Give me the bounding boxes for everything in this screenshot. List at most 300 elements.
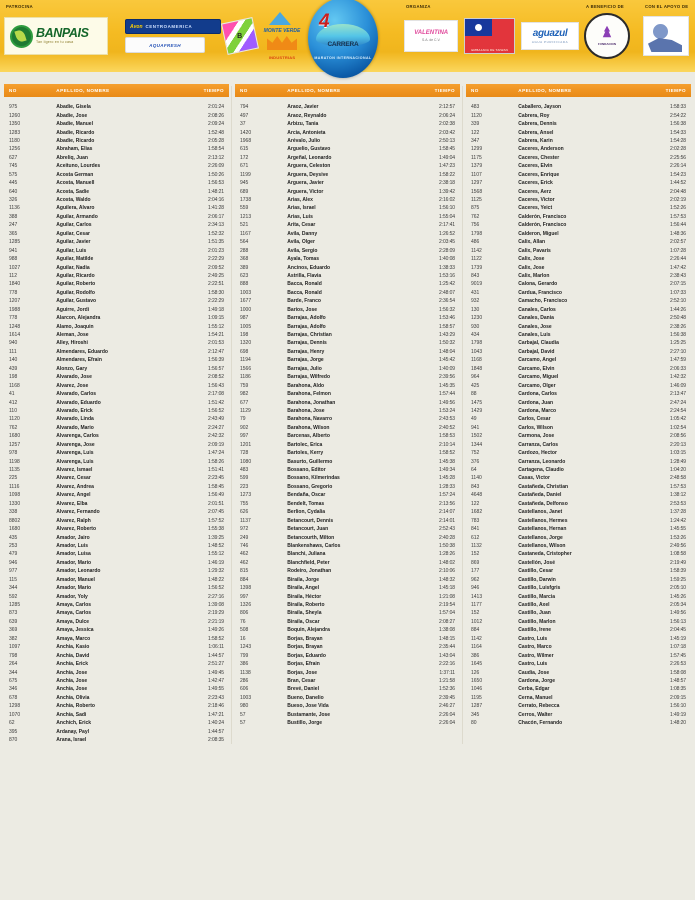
- table-row[interactable]: [466, 466, 691, 474]
- table-row[interactable]: [4, 373, 229, 381]
- table-row[interactable]: [235, 635, 460, 643]
- table-row[interactable]: [235, 272, 460, 280]
- table-row[interactable]: [235, 626, 460, 634]
- table-row[interactable]: [4, 533, 229, 541]
- table-row[interactable]: [235, 491, 460, 499]
- table-row[interactable]: [466, 601, 691, 609]
- row-number: 1137: [240, 517, 251, 524]
- table-row[interactable]: [235, 246, 460, 254]
- table-row[interactable]: [466, 660, 691, 668]
- table-row[interactable]: [466, 339, 691, 347]
- table-row[interactable]: [235, 213, 460, 221]
- table-row[interactable]: [466, 651, 691, 659]
- table-row[interactable]: [466, 474, 691, 482]
- table-row[interactable]: [235, 576, 460, 584]
- table-row[interactable]: [466, 162, 691, 170]
- table-row[interactable]: [4, 356, 229, 364]
- table-row[interactable]: [235, 238, 460, 246]
- table-row[interactable]: [235, 424, 460, 432]
- table-row[interactable]: [4, 694, 229, 702]
- table-row[interactable]: [466, 711, 691, 719]
- table-row[interactable]: [4, 483, 229, 491]
- table-row[interactable]: [466, 297, 691, 305]
- table-row[interactable]: [235, 415, 460, 423]
- row-number: 1142: [471, 635, 482, 642]
- row-time: 1:07:18: [670, 644, 686, 651]
- table-row[interactable]: [466, 626, 691, 634]
- table-row[interactable]: [4, 449, 229, 457]
- row-time: 1:49:45: [208, 669, 224, 676]
- table-row[interactable]: [235, 154, 460, 162]
- row-time: 2:28:09: [439, 247, 455, 254]
- table-row[interactable]: [235, 449, 460, 457]
- row-number: 977: [9, 568, 18, 575]
- row-time: 1:45:26: [670, 593, 686, 600]
- row-time: 2:35:44: [439, 644, 455, 651]
- table-row[interactable]: [466, 280, 691, 288]
- table-row[interactable]: [466, 567, 691, 575]
- table-row[interactable]: [4, 559, 229, 567]
- table-row[interactable]: [4, 398, 229, 406]
- table-row[interactable]: [4, 466, 229, 474]
- table-row[interactable]: [466, 171, 691, 179]
- row-name: Calix, Allan: [518, 239, 546, 246]
- table-row[interactable]: [4, 651, 229, 659]
- table-row[interactable]: [235, 331, 460, 339]
- table-row[interactable]: [4, 516, 229, 524]
- row-name: Caceres, Chester: [518, 154, 560, 161]
- table-row[interactable]: [4, 103, 229, 111]
- table-row[interactable]: [235, 651, 460, 659]
- row-number: 698: [240, 348, 249, 355]
- table-row[interactable]: [4, 221, 229, 229]
- table-row[interactable]: [4, 289, 229, 297]
- table-row[interactable]: [235, 103, 460, 111]
- table-row[interactable]: [235, 111, 460, 119]
- sponsor-zone-apoyo: [643, 0, 693, 72]
- table-row[interactable]: [466, 668, 691, 676]
- table-row[interactable]: [4, 145, 229, 153]
- table-row[interactable]: [466, 213, 691, 221]
- table-row[interactable]: [466, 128, 691, 136]
- row-name: Castillo, Axel: [518, 602, 550, 609]
- row-time: 1:08:35: [670, 686, 686, 693]
- table-row[interactable]: [4, 491, 229, 499]
- row-name: Barrajas, Wilfredo: [287, 374, 331, 381]
- table-row[interactable]: [235, 314, 460, 322]
- table-row[interactable]: [235, 263, 460, 271]
- table-row[interactable]: [235, 474, 460, 482]
- table-row[interactable]: [466, 238, 691, 246]
- row-number: 1968: [240, 137, 252, 144]
- table-row[interactable]: [466, 559, 691, 567]
- table-row[interactable]: [4, 525, 229, 533]
- table-row[interactable]: [235, 466, 460, 474]
- table-row[interactable]: [466, 432, 691, 440]
- table-row[interactable]: [466, 289, 691, 297]
- table-row[interactable]: [466, 618, 691, 626]
- table-row[interactable]: [4, 508, 229, 516]
- row-name: Alvarado, Jose: [56, 374, 92, 381]
- table-row[interactable]: [4, 727, 229, 735]
- row-time: 2:54:22: [670, 112, 686, 119]
- table-row[interactable]: [4, 635, 229, 643]
- table-row[interactable]: [4, 230, 229, 238]
- table-row[interactable]: [4, 601, 229, 609]
- table-row[interactable]: [235, 306, 460, 314]
- table-row[interactable]: [235, 322, 460, 330]
- table-row[interactable]: [235, 128, 460, 136]
- table-row[interactable]: [4, 736, 229, 744]
- table-row[interactable]: [466, 424, 691, 432]
- table-row[interactable]: [4, 263, 229, 271]
- table-row[interactable]: [4, 204, 229, 212]
- blue-ad-text: CENTROAMERICA: [145, 24, 193, 29]
- table-row[interactable]: [4, 626, 229, 634]
- table-row[interactable]: [4, 280, 229, 288]
- table-row[interactable]: [235, 230, 460, 238]
- table-row[interactable]: [235, 483, 460, 491]
- table-row[interactable]: [235, 719, 460, 727]
- table-row[interactable]: [466, 702, 691, 710]
- table-row[interactable]: [4, 111, 229, 119]
- row-name: Bran, Cesar: [287, 677, 316, 684]
- table-row[interactable]: [466, 449, 691, 457]
- table-row[interactable]: [235, 601, 460, 609]
- table-row[interactable]: [4, 719, 229, 727]
- table-row[interactable]: [235, 204, 460, 212]
- row-time: 1:47:59: [670, 357, 686, 364]
- table-row[interactable]: [466, 187, 691, 195]
- row-name: Araoz, Reynaldo: [287, 112, 327, 119]
- table-row[interactable]: [466, 230, 691, 238]
- table-row[interactable]: [4, 246, 229, 254]
- table-row[interactable]: [235, 171, 460, 179]
- table-row[interactable]: [466, 331, 691, 339]
- row-number: 1283: [9, 129, 21, 136]
- table-row[interactable]: [466, 103, 691, 111]
- table-row[interactable]: [4, 171, 229, 179]
- table-row[interactable]: [466, 272, 691, 280]
- header-time: TIEMPO: [434, 88, 455, 93]
- table-row[interactable]: [235, 660, 460, 668]
- table-row[interactable]: [235, 702, 460, 710]
- row-name: Aguilar, Rodolfo: [56, 289, 95, 296]
- row-time: 2:04:16: [208, 197, 224, 204]
- table-row[interactable]: [466, 576, 691, 584]
- table-row[interactable]: [4, 348, 229, 356]
- row-time: 1:55:12: [208, 323, 224, 330]
- header-time: TIEMPO: [665, 88, 686, 93]
- table-row[interactable]: [4, 702, 229, 710]
- table-row[interactable]: [235, 711, 460, 719]
- row-time: 1:38:12: [670, 492, 686, 499]
- table-row[interactable]: [4, 668, 229, 676]
- table-row[interactable]: [235, 559, 460, 567]
- table-row[interactable]: [235, 280, 460, 288]
- table-row[interactable]: [4, 196, 229, 204]
- table-row[interactable]: [235, 196, 460, 204]
- table-row[interactable]: [235, 542, 460, 550]
- row-name: Cerros, Walter: [518, 711, 553, 718]
- table-row[interactable]: [235, 685, 460, 693]
- row-number: 344: [9, 669, 18, 676]
- table-row[interactable]: [466, 550, 691, 558]
- table-row[interactable]: [466, 204, 691, 212]
- row-time: 1:56:52: [208, 407, 224, 414]
- table-row[interactable]: [4, 711, 229, 719]
- table-row[interactable]: [4, 685, 229, 693]
- table-row[interactable]: [235, 179, 460, 187]
- row-time: 2:05:10: [670, 585, 686, 592]
- table-row[interactable]: [4, 162, 229, 170]
- table-row[interactable]: [466, 516, 691, 524]
- table-row[interactable]: [4, 424, 229, 432]
- table-row[interactable]: [4, 314, 229, 322]
- table-row[interactable]: [4, 213, 229, 221]
- row-time: 1:44:26: [670, 306, 686, 313]
- table-row[interactable]: [235, 668, 460, 676]
- table-row[interactable]: [466, 533, 691, 541]
- table-row[interactable]: [235, 348, 460, 356]
- table-row[interactable]: [235, 145, 460, 153]
- table-row[interactable]: [235, 297, 460, 305]
- table-row[interactable]: [466, 356, 691, 364]
- table-row[interactable]: [466, 145, 691, 153]
- table-row[interactable]: [235, 677, 460, 685]
- row-number: 1677: [240, 298, 252, 305]
- row-name: Alonzo, Gary: [56, 365, 88, 372]
- table-row[interactable]: [4, 128, 229, 136]
- table-row[interactable]: [466, 609, 691, 617]
- table-row[interactable]: [466, 635, 691, 643]
- table-row[interactable]: [4, 609, 229, 617]
- row-name: Anchia, Kasio: [56, 644, 90, 651]
- row-number: 172: [240, 154, 249, 161]
- table-row[interactable]: [466, 365, 691, 373]
- column-header-3: [466, 84, 691, 97]
- table-row[interactable]: [4, 390, 229, 398]
- row-name: Cardua, Francisco: [518, 289, 562, 296]
- table-row[interactable]: [4, 272, 229, 280]
- row-number: 1650: [471, 677, 483, 684]
- table-row[interactable]: [466, 441, 691, 449]
- table-row[interactable]: [4, 576, 229, 584]
- table-row[interactable]: [4, 542, 229, 550]
- table-row[interactable]: [466, 592, 691, 600]
- table-row[interactable]: [466, 483, 691, 491]
- table-row[interactable]: [4, 179, 229, 187]
- row-time: 1:48:04: [439, 348, 455, 355]
- table-row[interactable]: [235, 694, 460, 702]
- row-number: 508: [240, 627, 249, 634]
- table-row[interactable]: [235, 643, 460, 651]
- table-row[interactable]: [466, 246, 691, 254]
- zone-label-organiza: ORGANIZA: [406, 4, 431, 9]
- table-row[interactable]: [235, 221, 460, 229]
- table-row[interactable]: [235, 533, 460, 541]
- table-row[interactable]: [235, 398, 460, 406]
- table-row[interactable]: [4, 500, 229, 508]
- table-row[interactable]: [466, 542, 691, 550]
- row-name: Caceres, Yeict: [518, 205, 553, 212]
- row-name: Castañeda, Daniel: [518, 492, 562, 499]
- table-row[interactable]: [466, 415, 691, 423]
- row-name: Borjas, Brayan: [287, 635, 323, 642]
- table-row[interactable]: [235, 137, 460, 145]
- row-number: 486: [471, 239, 480, 246]
- table-row[interactable]: [235, 441, 460, 449]
- table-row[interactable]: [466, 694, 691, 702]
- table-row[interactable]: [4, 415, 229, 423]
- table-row[interactable]: [466, 314, 691, 322]
- table-row[interactable]: [466, 407, 691, 415]
- row-time: 2:43:53: [439, 416, 455, 423]
- row-name: Barahona, Jonathan: [287, 399, 336, 406]
- table-row[interactable]: [4, 643, 229, 651]
- table-row[interactable]: [4, 407, 229, 415]
- table-row[interactable]: [466, 508, 691, 516]
- row-name: Castro, Marco: [518, 644, 552, 651]
- row-time: 1:49:19: [670, 711, 686, 718]
- table-row[interactable]: [235, 365, 460, 373]
- table-row[interactable]: [4, 154, 229, 162]
- table-row[interactable]: [235, 592, 460, 600]
- row-number: 843: [471, 483, 480, 490]
- table-row[interactable]: [4, 660, 229, 668]
- table-row[interactable]: [466, 137, 691, 145]
- table-row[interactable]: [235, 516, 460, 524]
- table-row[interactable]: [235, 373, 460, 381]
- table-row[interactable]: [4, 432, 229, 440]
- table-row[interactable]: [4, 120, 229, 128]
- table-row[interactable]: [235, 525, 460, 533]
- table-row[interactable]: [466, 196, 691, 204]
- row-number: 941: [9, 247, 18, 254]
- table-row[interactable]: [4, 441, 229, 449]
- crown-shape-icon: [267, 36, 297, 50]
- row-time: 1:25:42: [439, 281, 455, 288]
- table-row[interactable]: [466, 322, 691, 330]
- results-column-1: [4, 84, 229, 744]
- table-row[interactable]: [466, 263, 691, 271]
- table-row[interactable]: [4, 187, 229, 195]
- table-row[interactable]: [235, 508, 460, 516]
- table-row[interactable]: [235, 550, 460, 558]
- table-row[interactable]: [466, 491, 691, 499]
- table-row[interactable]: [466, 381, 691, 389]
- row-time: 2:38:43: [670, 272, 686, 279]
- table-row[interactable]: [235, 289, 460, 297]
- table-row[interactable]: [466, 677, 691, 685]
- table-row[interactable]: [235, 432, 460, 440]
- table-row[interactable]: [466, 685, 691, 693]
- table-row[interactable]: [235, 500, 460, 508]
- row-time: 2:22:16: [439, 661, 455, 668]
- table-row[interactable]: [4, 457, 229, 465]
- table-row[interactable]: [466, 500, 691, 508]
- table-row[interactable]: [4, 322, 229, 330]
- row-number: 1285: [9, 239, 21, 246]
- table-row[interactable]: [235, 162, 460, 170]
- table-row[interactable]: [466, 179, 691, 187]
- table-row[interactable]: [466, 221, 691, 229]
- table-row[interactable]: [466, 373, 691, 381]
- table-row[interactable]: [235, 390, 460, 398]
- row-number: 76: [240, 618, 246, 625]
- row-time: 2:24:54: [670, 407, 686, 414]
- row-number: 445: [9, 180, 18, 187]
- table-row[interactable]: [466, 306, 691, 314]
- row-name: Bendelt, Tomas: [287, 500, 325, 507]
- table-row[interactable]: [4, 137, 229, 145]
- row-number: 339: [471, 121, 480, 128]
- table-row[interactable]: [235, 339, 460, 347]
- table-row[interactable]: [4, 584, 229, 592]
- table-row[interactable]: [466, 525, 691, 533]
- table-row[interactable]: [235, 618, 460, 626]
- row-name: Abadie, Manuel: [56, 121, 93, 128]
- table-row[interactable]: [4, 306, 229, 314]
- table-row[interactable]: [235, 609, 460, 617]
- table-row[interactable]: [235, 407, 460, 415]
- table-row[interactable]: [4, 677, 229, 685]
- row-number: 1298: [9, 703, 21, 710]
- table-row[interactable]: [235, 187, 460, 195]
- table-row[interactable]: [4, 339, 229, 347]
- table-row[interactable]: [4, 365, 229, 373]
- table-row[interactable]: [466, 643, 691, 651]
- table-row[interactable]: [4, 550, 229, 558]
- table-row[interactable]: [466, 719, 691, 727]
- table-row[interactable]: [4, 238, 229, 246]
- table-row[interactable]: [4, 255, 229, 263]
- table-row[interactable]: [4, 297, 229, 305]
- table-row[interactable]: [235, 381, 460, 389]
- table-row[interactable]: [4, 592, 229, 600]
- table-row[interactable]: [466, 111, 691, 119]
- table-row[interactable]: [235, 356, 460, 364]
- table-row[interactable]: [466, 390, 691, 398]
- blue-ad-brand: Avon: [130, 23, 143, 30]
- row-number: 1413: [471, 593, 483, 600]
- table-row[interactable]: [4, 331, 229, 339]
- row-name: Caceres, Enrique: [518, 171, 560, 178]
- row-number: 434: [471, 332, 480, 339]
- table-row[interactable]: [235, 584, 460, 592]
- table-row[interactable]: [235, 255, 460, 263]
- row-name: Amaya, Jessica: [56, 627, 94, 634]
- table-row[interactable]: [466, 398, 691, 406]
- column-header-1: [4, 84, 229, 97]
- table-row[interactable]: [466, 348, 691, 356]
- table-row[interactable]: [4, 567, 229, 575]
- table-row[interactable]: [466, 584, 691, 592]
- row-time: 2:03:42: [439, 129, 455, 136]
- mountain-logo: [259, 12, 305, 34]
- table-row[interactable]: [4, 618, 229, 626]
- table-row[interactable]: [4, 381, 229, 389]
- row-time: 2:07:45: [208, 509, 224, 516]
- table-row[interactable]: [235, 567, 460, 575]
- table-row[interactable]: [466, 120, 691, 128]
- table-row[interactable]: [4, 474, 229, 482]
- table-row[interactable]: [235, 120, 460, 128]
- table-row[interactable]: [466, 457, 691, 465]
- table-row[interactable]: [466, 255, 691, 263]
- table-row[interactable]: [466, 154, 691, 162]
- table-row[interactable]: [235, 457, 460, 465]
